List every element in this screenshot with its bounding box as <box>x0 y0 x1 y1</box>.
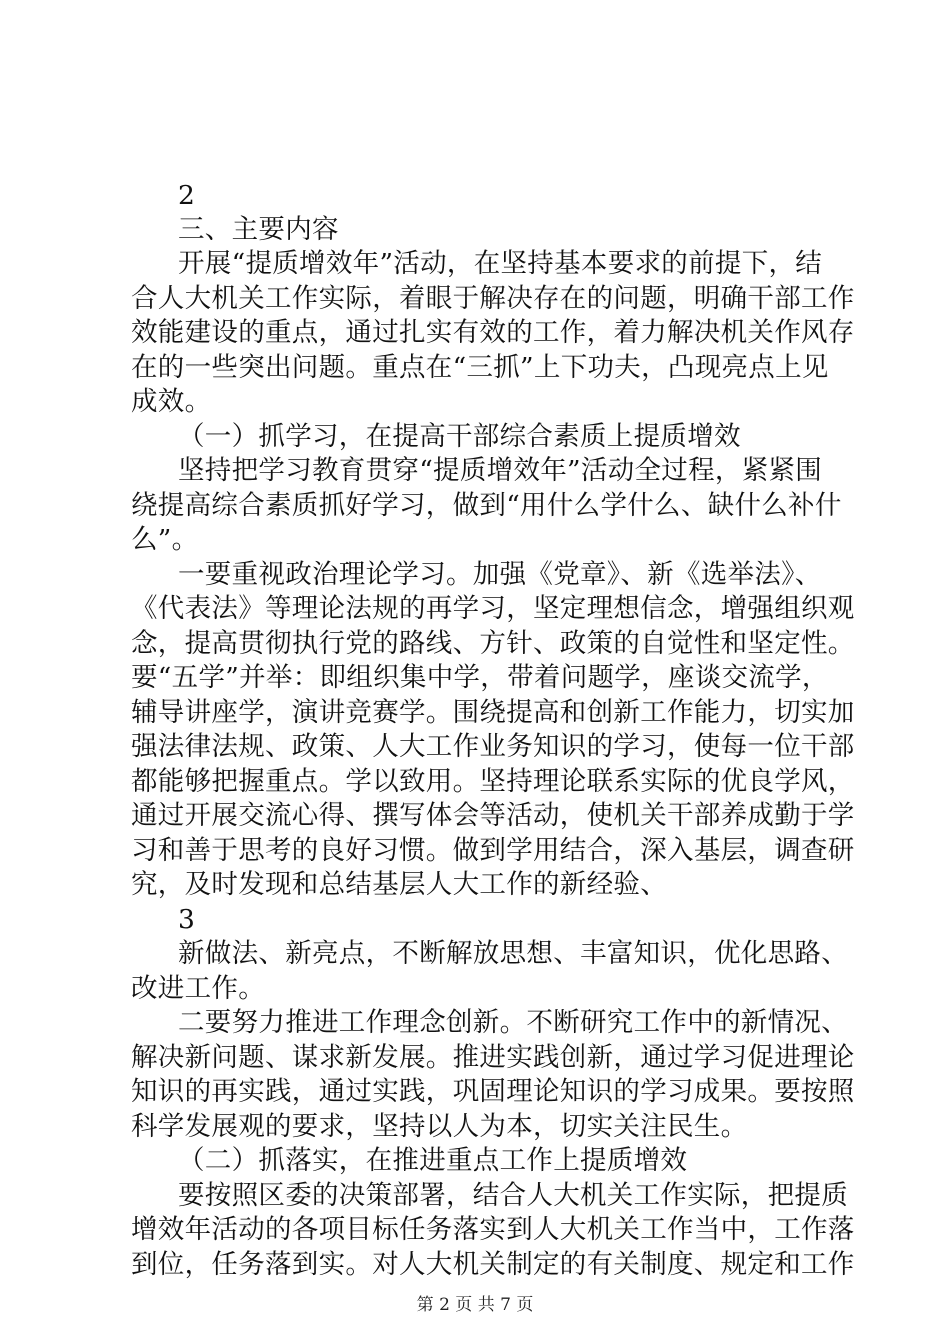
paragraph-line: 《代表法》等理论法规的再学习，坚定理想信念，增强组织观 <box>131 593 855 624</box>
section-heading-main-content: 三、主要内容 <box>178 214 339 245</box>
paragraph-line: 么”。 <box>131 524 199 555</box>
paragraph-line: 知识的再实践，通过实践，巩固理论知识的学习成果。要按照 <box>131 1076 855 1107</box>
paragraph-line: 开展“提质增效年”活动，在坚持基本要求的前提下，结 <box>178 248 823 279</box>
paragraph-line: 强法律法规、政策、人大工作业务知识的学习，使每一位干部 <box>131 731 855 762</box>
page-footer: 第 2 页 共 7 页 <box>416 1295 534 1315</box>
paragraph-line: 究，及时发现和总结基层人大工作的新经验、 <box>131 869 667 900</box>
paragraph-line: 通过开展交流心得、撰写体会等活动，使机关干部养成勤于学 <box>131 800 855 831</box>
paragraph-line: 成效。 <box>131 386 212 417</box>
paragraph-line: 念，提高贯彻执行党的路线、方针、政策的自觉性和坚定性。 <box>131 628 855 659</box>
paragraph-line: 到位，任务落到实。对人大机关制定的有关制度、规定和工作 <box>131 1249 855 1280</box>
page-marker-2: 2 <box>178 180 196 211</box>
paragraph-line: 改进工作。 <box>131 973 265 1004</box>
subsection-heading-2: （二）抓落实，在推进重点工作上提质增效 <box>178 1145 688 1176</box>
paragraph-line: 都能够把握重点。学以致用。坚持理论联系实际的优良学风， <box>131 766 855 797</box>
paragraph-line: 新做法、新亮点，不断解放思想、丰富知识，优化思路、 <box>178 938 848 969</box>
paragraph-line: 习和善于思考的良好习惯。做到学用结合，深入基层，调查研 <box>131 835 855 866</box>
paragraph-line: 辅导讲座学，演讲竞赛学。围绕提高和创新工作能力，切实加 <box>131 697 855 728</box>
paragraph-line: 增效年活动的各项目标任务落实到人大机关工作当中，工作落 <box>131 1214 855 1245</box>
paragraph-line: 要“五学”并举：即组织集中学，带着问题学，座谈交流学， <box>131 662 829 693</box>
subsection-heading-1: （一）抓学习，在提高干部综合素质上提质增效 <box>178 421 741 452</box>
paragraph-line: 科学发展观的要求，坚持以人为本，切实关注民生。 <box>131 1111 748 1142</box>
paragraph-line: 绕提高综合素质抓好学习，做到“用什么学什么、缺什么补什 <box>131 490 842 521</box>
paragraph-line: 二要努力推进工作理念创新。不断研究工作中的新情况、 <box>178 1007 848 1038</box>
paragraph-line: 要按照区委的决策部署，结合人大机关工作实际，把提质 <box>178 1180 848 1211</box>
paragraph-line: 解决新问题、谋求新发展。推进实践创新，通过学习促进理论 <box>131 1042 855 1073</box>
paragraph-line: 一要重视政治理论学习。加强《党章》、新《选举法》、 <box>178 559 822 590</box>
page-marker-3: 3 <box>178 904 196 935</box>
paragraph-line: 效能建设的重点，通过扎实有效的工作，着力解决机关作风存 <box>131 317 855 348</box>
paragraph-line: 坚持把学习教育贯穿“提质增效年”活动全过程，紧紧围 <box>178 455 823 486</box>
paragraph-line: 在的一些突出问题。重点在“三抓”上下功夫，凸现亮点上见 <box>131 352 829 383</box>
paragraph-line: 合人大机关工作实际，着眼于解决存在的问题，明确干部工作 <box>131 283 855 314</box>
